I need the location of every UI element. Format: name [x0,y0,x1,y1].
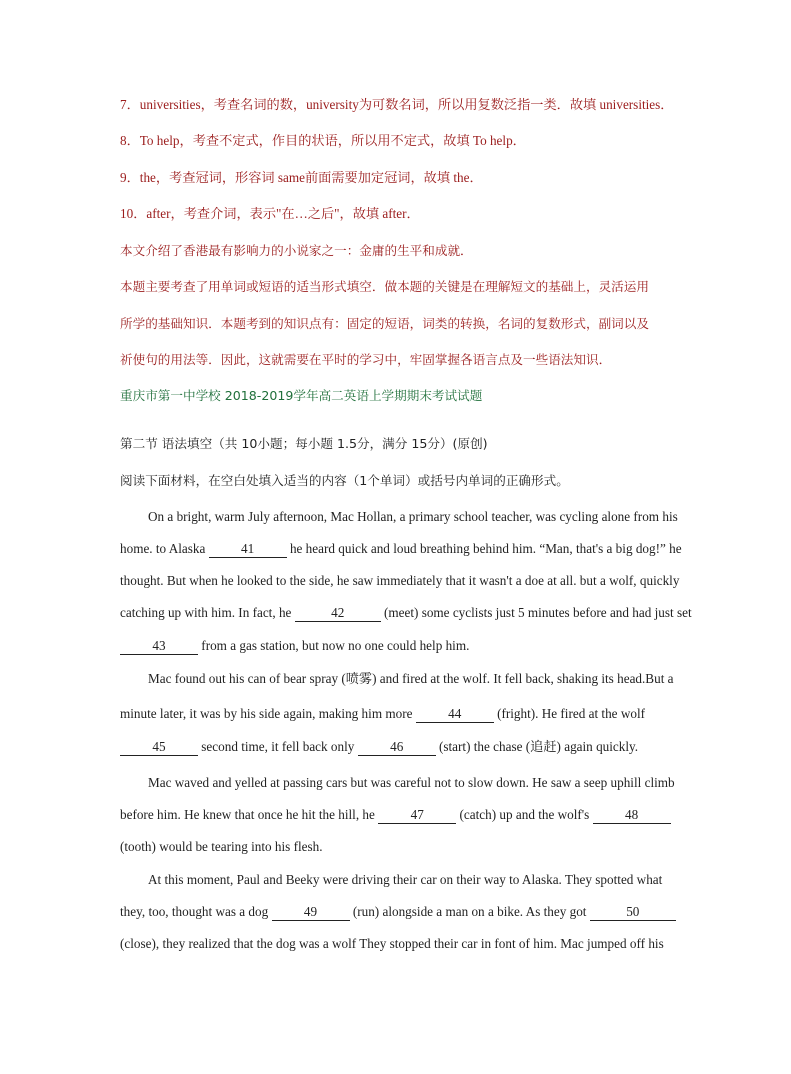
text-segment: (catch) up and the wolf's [456,807,593,822]
blank-46[interactable]: 46 [358,739,436,756]
text-segment: before him. He knew that once he hit the hill, he [120,807,379,822]
passage-p4-line-1: At this moment, Paul and Beeky were driving their car on their way to Alaska. They spotted what [148,872,663,887]
blank-41[interactable]: 41 [209,541,287,558]
answer-9: 9．the，考查冠词，形容词 same前面需要加定冠词，故填 the． [120,170,483,185]
blank-43[interactable]: 43 [120,638,198,655]
summary-line-2: 所学的基础知识．本题考到的知识点有：固定的短语，词类的转换，名词的复数形式，副词以及 [120,316,649,331]
summary-line-3: 祈使句的用法等．因此，这就需要在平时的学习中，牢固掌握各语言点及一些语法知识． [120,352,612,367]
text-segment: from a gas station, but now no one could help him. [198,638,470,653]
passage-p2-line-2 [120,706,645,723]
passage-p1-line-5 [120,638,469,655]
passage-p3-line-2 [120,807,671,824]
passage-p1-line-4 [120,605,692,622]
summary-line-1: 本题主要考查了用单词或短语的适当形式填空．做本题的关键是在理解短文的基础上，灵活运用 [120,279,649,294]
answer-10: 10．after，考查介词，表示"在…之后"，故填 after． [120,206,420,221]
passage-p4-line-3: (close), they realized that the dog was a wolf They stopped their car in font of him. Mac jumped off his [120,936,664,951]
text-segment: minute later, it was by his side again, making him more [120,706,416,721]
text-segment: (run) alongside a man on a bike. As they got [349,904,590,919]
passage-p2-line-3 [120,739,638,756]
blank-49[interactable]: 49 [272,904,350,921]
blank-42[interactable]: 42 [295,605,381,622]
text-segment: he heard quick and loud breathing behind him. “Man, that's a big dog!” he [286,541,682,556]
blank-47[interactable]: 47 [378,807,456,824]
text-segment: catching up with him. In fact, he [120,605,295,620]
passage-p3-line-3: (tooth) would be tearing into his flesh. [120,839,323,854]
source-title: 重庆市第一中学校 2018-2019学年高二英语上学期期末考试试题 [120,388,483,403]
section-title: 第二节 语法填空（共 10小题；每小题 1.5分，满分 15分）(原创) [120,436,488,451]
blank-50[interactable]: 50 [590,904,676,921]
text-segment: second time, it fell back only [198,739,358,754]
blank-48[interactable]: 48 [593,807,671,824]
answer-8: 8．To help，考查不定式，作目的状语，所以用不定式，故填 To help． [120,133,526,148]
section-instruction: 阅读下面材料，在空白处填入适当的内容（1个单词）或括号内单词的正确形式。 [120,473,569,488]
text-segment: home. to Alaska [120,541,209,556]
answer-7: 7．universities，考查名词的数，university为可数名词，所以用复数泛指一类．故填 universities． [120,97,674,112]
blank-44[interactable]: 44 [416,706,494,723]
blank-45[interactable]: 45 [120,739,198,756]
passage-p2-line-1: Mac found out his can of bear spray (喷雾) and fired at the wolf. It fell back, shaking its head.But a [148,671,674,686]
text-segment: (start) the chase (追赶) again quickly. [435,739,639,754]
passage-p3-line-1: Mac waved and yelled at passing cars but was careful not to slow down. He saw a seep uphill climb [148,775,675,790]
text-segment: (meet) some cyclists just 5 minutes before and had just set [380,605,692,620]
text-segment: they, too, thought was a dog [120,904,272,919]
passage-p1-line-1: On a bright, warm July afternoon, Mac Hollan, a primary school teacher, was cycling alone from his [148,509,678,524]
text-segment: (fright). He fired at the wolf [493,706,645,721]
passage-p4-line-2 [120,904,676,921]
passage-p1-line-3: thought. But when he looked to the side, he saw immediately that it wasn't a doe at all. but a wolf, quickly [120,573,680,588]
passage-p1-line-2 [120,541,682,558]
summary-intro: 本文介绍了香港最有影响力的小说家之一：金庸的生平和成就． [120,243,473,258]
